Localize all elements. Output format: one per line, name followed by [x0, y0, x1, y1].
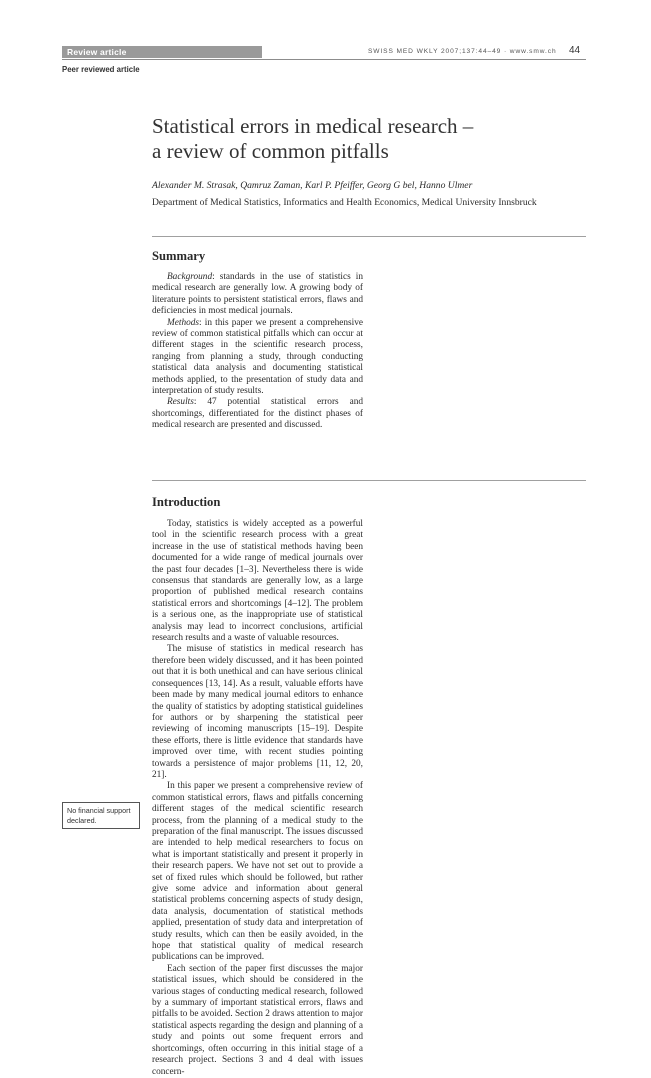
background-label: Background [167, 272, 213, 282]
intro-paragraph-2: The misuse of statistics in medical research has therefore been widely discussed, and it has been pointed out that it is both unethical and can have serious clinical consequences [13, 14]. As a result, valuable efforts have been made by many medical journal editors to enhance the quality of statistics by adopting statistical guidelines for authors or by sharpening the statistical peer reviewing of incoming manuscripts [15–19]. Despite these efforts, there is little evidence that standards have improved over time, with recent studies pointing towards a persistence of major problems [11, 12, 20, 21]. [152, 644, 363, 780]
summary-column-left [152, 272, 363, 432]
introduction-column [152, 519, 363, 1078]
summary-results: Results: 47 potential statistical errors and shortcomings, differentiated for the distinct phases of medical research are presented and discussed. [152, 397, 363, 431]
header-divider [62, 59, 586, 60]
intro-paragraph-3: In this paper we present a comprehensive review of common statistical errors, flaws and pitfalls concerning different stages of the medical scientific research process, from the planning of a medical study to the preparation of the final manuscript. The issues discussed are intended to help medical researchers to focus on what is important statistically and present it properly in their research papers. We have not set out to provide a set of fixed rules which should be followed, but rather give some advice and information about general statistical problems concerning aspects of study design, data analysis, documentation of statistical methods applied, presentation of study data and interpretation of study results, which can then be easily avoided, in the hope that statistical quality of medical research publications can be improved. [152, 781, 363, 963]
title-line-2: a review of common pitfalls [152, 139, 389, 163]
title-line-1: Statistical errors in medical research – [152, 114, 474, 138]
article-title [152, 114, 582, 164]
funding-note: No financial support declared. [62, 802, 140, 829]
summary-top-rule [152, 236, 586, 237]
affiliation: Department of Medical Statistics, Informatics and Health Economics, Medical University Innsbruck [152, 197, 537, 208]
author-list: Alexander M. Strasak, Qamruz Zaman, Karl P. Pfeiffer, Georg G bel, Hanno Ulmer [152, 180, 473, 191]
journal-reference: SWISS MED WKLY 2007;137:44–49 · www.smw.ch [368, 48, 557, 55]
page-number: 44 [569, 45, 581, 56]
section-label: Review article [62, 46, 262, 58]
summary-heading: Summary [152, 249, 206, 263]
methods-label: Methods [167, 317, 200, 328]
results-label: Results [167, 397, 194, 408]
summary-bottom-rule [152, 480, 586, 481]
peer-reviewed-label: Peer reviewed article [62, 65, 140, 74]
summary-background: Background: standards in the use of statistics in medical research are generally low. A growing body of literature points to persistent statistical errors, flaws and deficiencies in most medical journals. [152, 272, 363, 317]
summary-methods: Methods: in this paper we present a comprehensive review of common statistical pitfalls which can occur at different stages in the scientific research process, ranging from planning a study, through conducting statistical data analysis and documenting statistical methods applied, to the presentation of study data and interpretation of study results. [152, 317, 363, 397]
intro-paragraph-4: Each section of the paper first discusses the major statistical issues, which should be considered in the various stages of conducting medical research, followed by a summary of important statistical errors, flaws and pitfalls to be avoided. Section 2 draws attention to major statistical aspects regarding the design and planning of a study and points out some frequent errors and shortcomings, often occurring in this initial stage of a research project. Sections 3 and 4 deal with issues concern- [152, 963, 363, 1077]
intro-paragraph-1: Today, statistics is widely accepted as a powerful tool in the scientific research process with a great increase in the use of statistical methods having been documented for a wide range of medical journals over the past four decades [1–3]. Nevertheless there is wide consensus that standards are generally low, as a large proportion of published medical research contains statistical errors and shortcomings [4–12]. The problem is a serious one, as the inappropriate use of statistical analysis may lead to incorrect conclusions, artificial research results and a waste of valuable resources. [152, 519, 363, 644]
introduction-heading: Introduction [152, 495, 221, 509]
